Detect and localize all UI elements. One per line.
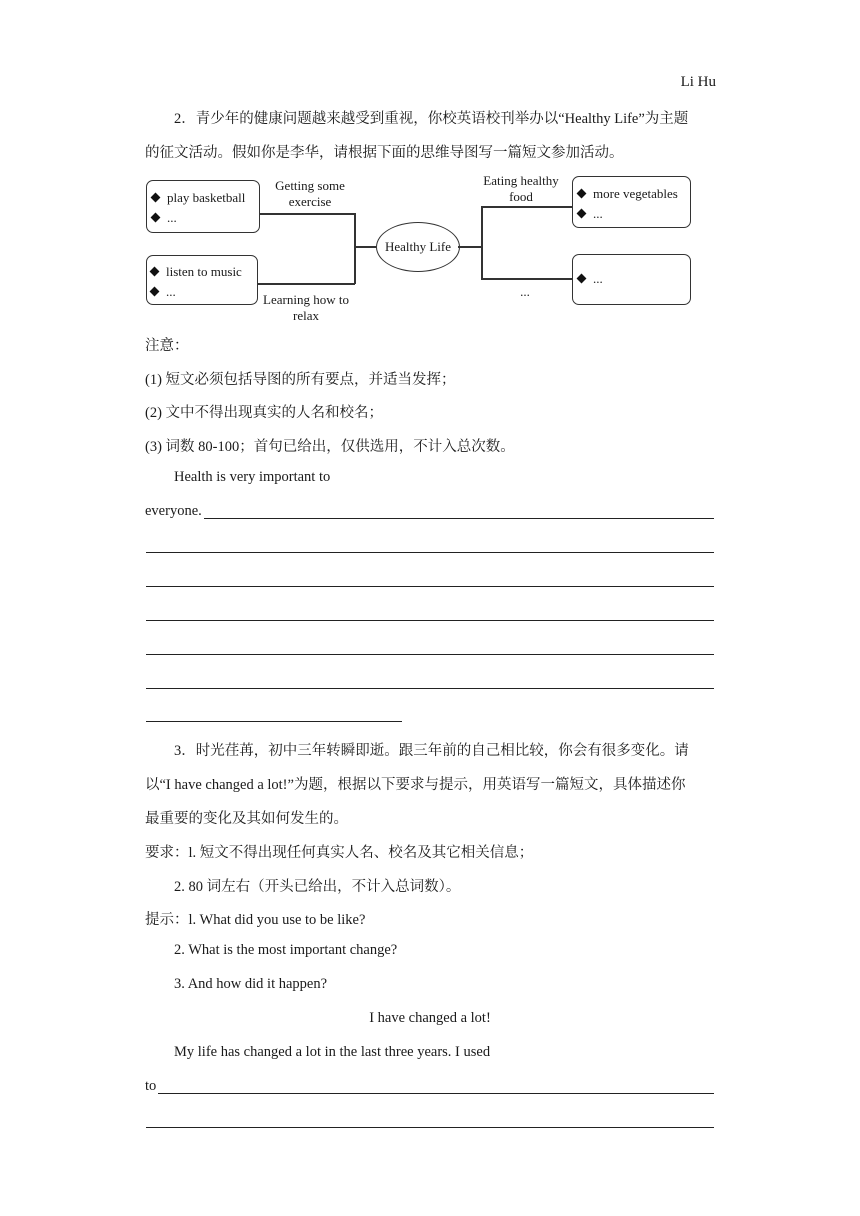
connector-line	[458, 246, 482, 248]
q3-writing-line[interactable]	[158, 1093, 714, 1094]
q2-note-3: (3) 词数 80-100；首句已给出，仅供选用，不计入总次数。	[145, 439, 515, 455]
q3-start-line-2: to	[145, 1078, 157, 1094]
connector-line	[481, 206, 572, 208]
diamond-bullet-icon	[577, 209, 587, 219]
mindmap-center-node	[376, 222, 460, 272]
connector-line	[481, 206, 483, 279]
mindmap-label-food: Eating healthy food	[483, 173, 559, 204]
q2-writing-line[interactable]	[146, 688, 714, 689]
connector-line	[355, 246, 376, 248]
mindmap-item-relax-more: ...	[151, 284, 176, 300]
mindmap-center-label: Healthy Life	[384, 239, 452, 254]
mindmap-item-listen-music: listen to music	[151, 264, 242, 280]
diamond-bullet-icon	[577, 189, 587, 199]
mindmap-item-other: ...	[578, 271, 603, 287]
diamond-bullet-icon	[151, 213, 161, 223]
q3-hint-1: 提示：l. What did you use to be like?	[145, 912, 366, 928]
q3-prompt-line-2: 以“I have changed a lot!”为题，根据以下要求与提示，用英语写一篇短文，具体描述你	[145, 777, 686, 793]
connector-line	[481, 278, 572, 280]
diamond-bullet-icon	[151, 193, 161, 203]
mind-map	[0, 0, 860, 330]
q2-writing-line[interactable]	[146, 586, 714, 587]
connector-line	[257, 283, 355, 285]
q3-essay-title: I have changed a lot!	[369, 1010, 491, 1026]
q3-start-line-1: My life has changed a lot in the last three years. I used	[174, 1044, 491, 1060]
q3-requirement-2: 2. 80 词左右（开头已给出，不计入总词数）。	[174, 879, 461, 895]
connector-line	[354, 213, 356, 284]
q2-prompt-line-1: 2．青少年的健康问题越来越受到重视，你校英语校刊举办以“Healthy Life”为主题	[174, 111, 689, 127]
diamond-bullet-icon	[150, 287, 160, 297]
q2-writing-line[interactable]	[204, 518, 714, 519]
q3-prompt-line-3: 最重要的变化及其如何发生的。	[145, 811, 348, 827]
mindmap-label-relax: Learning how to relax	[263, 292, 349, 323]
q3-hint-3: 3. And how did it happen?	[174, 976, 328, 992]
connector-line	[259, 213, 355, 215]
q2-prompt-line-2: 的征文活动。假如你是李华，请根据下面的思维导图写一篇短文参加活动。	[145, 145, 624, 161]
q2-note-1: (1) 短文必须包括导图的所有要点，并适当发挥；	[145, 372, 456, 388]
q3-writing-line[interactable]	[146, 1127, 714, 1128]
mindmap-item-food-more: ...	[578, 206, 603, 222]
mindmap-label-other: ...	[520, 284, 530, 299]
q3-requirement-1: 要求：l. 短文不得出现任何真实人名、校名及其它相关信息；	[145, 845, 534, 861]
q2-start-line-1: Health is very important to	[174, 469, 331, 485]
q2-note-2: (2) 文中不得出现真实的人名和校名；	[145, 405, 384, 421]
q2-note-title: 注意：	[145, 338, 189, 354]
q3-hint-2: 2. What is the most important change?	[174, 942, 398, 958]
mindmap-item-more-vegetables: more vegetables	[578, 186, 678, 202]
q3-prompt-line-1: 3．时光荏苒，初中三年转瞬即逝。跟三年前的自己相比较，你会有很多变化。请	[174, 743, 689, 759]
mindmap-item-play-basketball: play basketball	[152, 190, 245, 206]
q2-start-line-2: everyone.	[145, 503, 202, 519]
q2-writing-line[interactable]	[146, 552, 714, 553]
diamond-bullet-icon	[150, 267, 160, 277]
q2-writing-line[interactable]	[146, 721, 402, 722]
mindmap-item-exercise-more: ...	[152, 210, 177, 226]
diamond-bullet-icon	[577, 274, 587, 284]
q2-writing-line[interactable]	[146, 620, 714, 621]
page-header-author: Li Hu	[680, 74, 716, 90]
mindmap-label-exercise: Getting some exercise	[275, 178, 345, 209]
q2-writing-line[interactable]	[146, 654, 714, 655]
